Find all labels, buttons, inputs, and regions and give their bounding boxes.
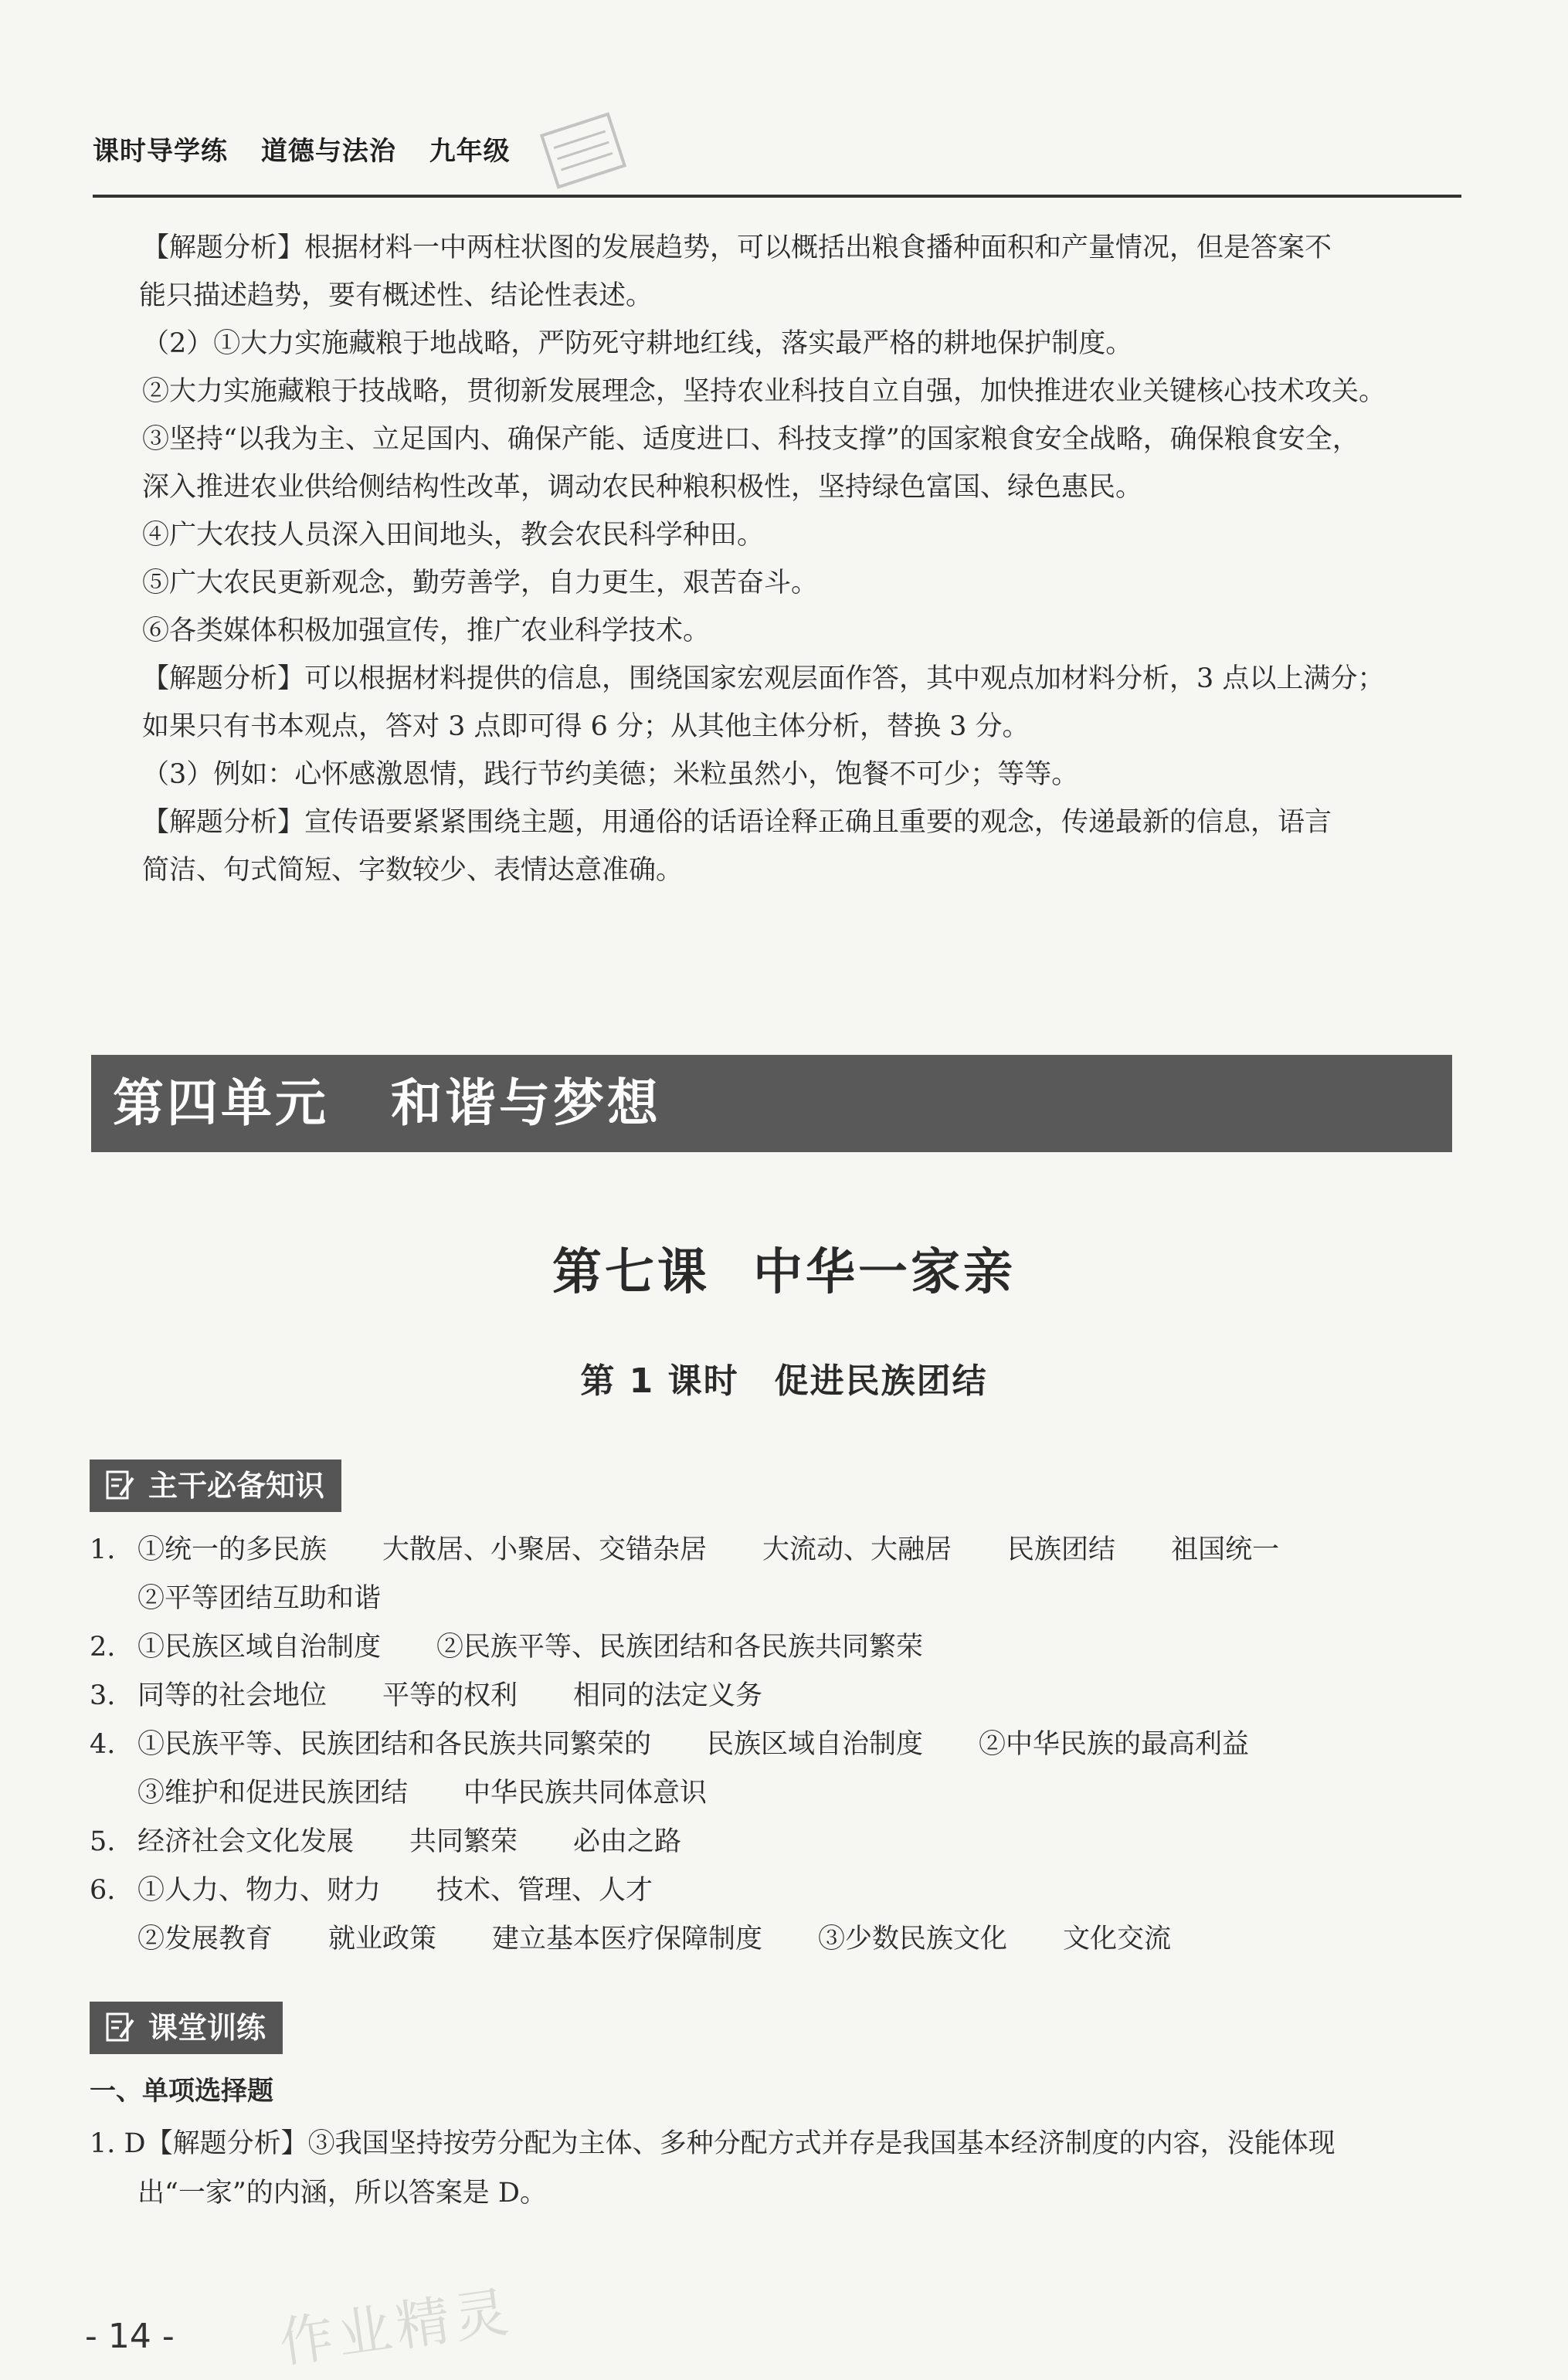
knowledge-answer: 文化交流 [1063,1924,1172,1955]
period-label: 第 1 课时 [580,1361,739,1401]
stamp-icon [530,97,637,205]
notes-icon [105,1469,136,1503]
watermark: 作业精灵 [275,2280,517,2375]
paragraph: （3）例如：心怀感激恩情，践行节约美德；米粒虽然小，饱餐不可少；等等。 [142,759,1079,790]
lesson-label: 第七课 [552,1244,710,1301]
question-1-answer [90,2119,1464,2218]
paragraph: 深入推进农业供给侧结构性改革，调动农民种粮积极性，坚持绿色富国、绿色惠民。 [142,472,1143,503]
knowledge-row [90,1623,1464,1672]
unit-name: 和谐与梦想 [391,1073,661,1133]
knowledge-answer: 中华民族共同体意识 [463,1778,708,1809]
knowledge-row [90,1818,1464,1866]
knowledge-answer: ③维护和促进民族团结 [137,1778,409,1809]
paragraph: （2）①大力实施藏粮于地战略，严防死守耕地红线，落实最严格的耕地保护制度。 [142,328,1133,359]
knowledge-answer: 必由之路 [573,1826,682,1857]
period-title [0,1353,1568,1402]
item-number: 3. [90,1680,116,1711]
training-tag-label: 课堂训练 [148,2011,266,2045]
question-1-line: 出“一家”的内涵，所以答案是 D。 [137,2178,547,2209]
knowledge-row [90,1866,1464,1915]
item-number: 5. [90,1826,116,1857]
knowledge-answer: 大流动、大融居 [762,1534,952,1565]
question-1-line: 1. D【解题分析】③我国坚持按劳分配为主体、多种分配方式并存是我国基本经济制度的内容，没能体现 [90,2128,1336,2159]
item-number: 6. [90,1875,116,1906]
item-number: 4. [90,1729,116,1760]
page-number: - 14 - [85,2317,175,2356]
knowledge-answer: ②发展教育 [137,1924,273,1955]
paragraph: 【解题分析】可以根据材料提供的信息，围绕国家宏观层面作答，其中观点加材料分析，3 点以上满分； [142,663,1385,694]
knowledge-answer: 共同繁荣 [409,1826,518,1857]
knowledge-answer: 大散居、小聚居、交错杂居 [382,1534,708,1565]
paragraph: 如果只有书本观点，答对 3 点即可得 6 分；从其他主体分析，替换 3 分。 [142,711,1030,742]
paragraph: ④广大农技人员深入田间地头，教会农民科学种田。 [142,520,765,551]
knowledge-row [90,1915,1464,1964]
knowledge-answer: ①民族区域自治制度 [137,1632,382,1663]
paragraph: ③坚持“以我为主、立足国内、确保产能、适度进口、科技支撑”的国家粮食安全战略，确保粮食安全， [142,424,1359,455]
knowledge-list [90,1526,1464,1964]
knowledge-answer: ②平等团结互助和谐 [137,1583,382,1614]
grade-title: 九年级 [429,136,511,167]
unit-banner [91,1055,1452,1152]
unit-label: 第四单元 [113,1073,329,1133]
paragraph: ⑤广大农民更新观念，勤劳善学，自力更生，艰苦奋斗。 [142,568,819,598]
paragraph: 能只描述趋势，要有概述性、结论性表述。 [139,280,653,311]
knowledge-answer: 同等的社会地位 [137,1680,328,1711]
subject-title: 道德与法治 [260,136,396,167]
knowledge-section-tag [90,1460,341,1512]
item-number: 1. [90,1534,116,1565]
running-header [93,130,1460,176]
lesson-title [0,1232,1568,1304]
knowledge-answer: 相同的法定义务 [573,1680,763,1711]
knowledge-answer: ②民族平等、民族团结和各民族共同繁荣 [436,1632,924,1663]
answer-analysis-block [139,224,1463,894]
paragraph: 简洁、句式简短、字数较少、表情达意准确。 [142,855,684,886]
knowledge-row [90,1672,1464,1721]
knowledge-answer: ①民族平等、民族团结和各民族共同繁荣的 [137,1729,652,1760]
paragraph: 【解题分析】根据材料一中两柱状图的发展趋势，可以概括出粮食播种面积和产量情况，但是答案不 [142,232,1332,263]
knowledge-answer: 建立基本医疗保障制度 [492,1924,763,1955]
knowledge-tag-label: 主干必备知识 [148,1469,325,1503]
knowledge-row [90,1526,1464,1575]
knowledge-answer: 民族团结 [1007,1534,1116,1565]
knowledge-answer: ②中华民族的最高利益 [979,1729,1250,1760]
notes-icon [105,2011,136,2045]
lesson-name: 中华一家亲 [753,1244,1016,1301]
knowledge-answer: 技术、管理、人才 [436,1875,653,1906]
knowledge-answer: ①人力、物力、财力 [137,1875,382,1906]
knowledge-answer: 祖国统一 [1171,1534,1280,1565]
knowledge-answer: 平等的权利 [382,1680,518,1711]
paragraph: 【解题分析】宣传语要紧紧围绕主题，用通俗的话语诠释正确且重要的观念，传递最新的信息，语言 [142,807,1332,838]
book-title: 课时导学练 [93,136,228,167]
paragraph: ②大力实施藏粮于技战略，贯彻新发展理念，坚持农业科技自立自强，加快推进农业关键核心技术攻关。 [142,376,1386,407]
paragraph: ⑥各类媒体积极加强宣传，推广农业科学技术。 [142,615,711,646]
knowledge-answer: ①统一的多民族 [137,1534,328,1565]
training-section-tag [90,2002,283,2054]
single-choice-heading: 一、单项选择题 [90,2076,273,2107]
knowledge-row [90,1721,1464,1769]
knowledge-row [90,1769,1464,1818]
knowledge-answer: 经济社会文化发展 [137,1826,355,1857]
knowledge-answer: 民族区域自治制度 [707,1729,924,1760]
item-number: 2. [90,1632,116,1663]
header-rule [93,195,1461,198]
period-name: 促进民族团结 [774,1361,988,1401]
knowledge-answer: 就业政策 [328,1924,437,1955]
knowledge-row [90,1575,1464,1623]
knowledge-answer: ③少数民族文化 [818,1924,1008,1955]
